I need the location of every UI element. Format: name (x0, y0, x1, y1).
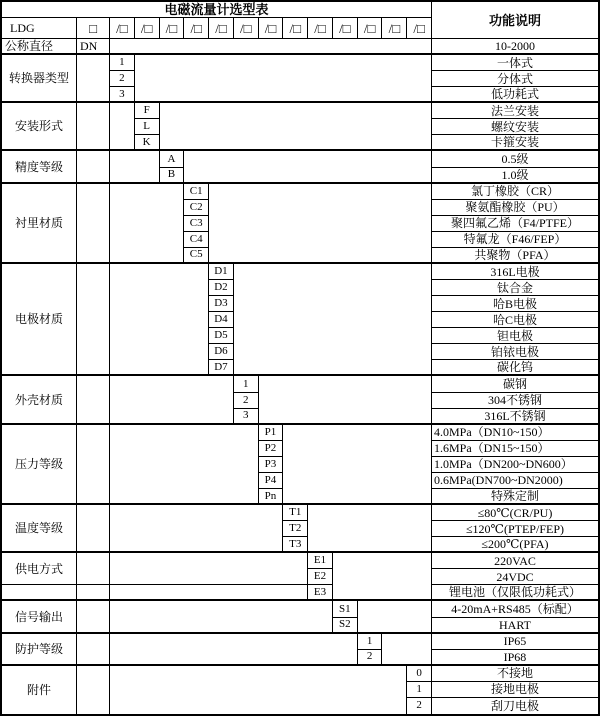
desc-cell: 哈C电极 (432, 312, 598, 328)
desc-cell: 24VDC (432, 569, 598, 585)
desc-cell: 特氟龙（F46/FEP） (432, 232, 598, 248)
desc-cell: 1.0MPa（DN200~DN600） (432, 457, 598, 473)
desc-cell: ≤200℃(PFA) (432, 537, 598, 553)
model-slot-box: /□ (382, 18, 407, 39)
spacer-cell (77, 585, 110, 601)
dn-desc: 10-2000 (432, 39, 598, 55)
code-cell: Pn (259, 489, 284, 505)
desc-cell: 钛合金 (432, 280, 598, 296)
code-cell: B (160, 168, 185, 184)
code-cell: C5 (184, 248, 209, 264)
code-cell: D2 (209, 280, 234, 296)
section-label: 温度等级 (2, 505, 77, 553)
model-slot-box: /□ (358, 18, 383, 39)
spacer-cell (110, 505, 283, 553)
section-label: 压力等级 (2, 425, 77, 505)
code-cell: E2 (308, 569, 333, 585)
model-slot-box: /□ (283, 18, 308, 39)
spacer-cell (259, 376, 432, 424)
spacer-cell (110, 151, 160, 183)
code-cell: 1 (407, 682, 432, 698)
spacer-cell (358, 601, 432, 633)
dn-code: DN (77, 39, 110, 55)
code-cell: A (160, 151, 185, 167)
spacer-cell (77, 553, 110, 585)
code-cell: 1 (110, 55, 135, 71)
code-cell: D1 (209, 264, 234, 280)
desc-cell: 0.6MPa(DN700~DN2000) (432, 473, 598, 489)
code-cell: D7 (209, 360, 234, 376)
desc-cell: 不接地 (432, 666, 598, 682)
spacer-cell (110, 264, 209, 377)
code-cell: D4 (209, 312, 234, 328)
desc-cell: 法兰安装 (432, 103, 598, 119)
spacer-cell (135, 55, 432, 103)
spacer-cell (77, 376, 110, 424)
spacer-cell (110, 585, 308, 601)
desc-cell: 1.0级 (432, 168, 598, 184)
spacer-cell (77, 184, 110, 264)
spacer-cell (184, 151, 432, 183)
desc-cell: 铂铱电极 (432, 344, 598, 360)
code-cell: 2 (234, 393, 259, 409)
desc-cell: 氯丁橡胶（CR） (432, 184, 598, 200)
model-slot-box: /□ (407, 18, 432, 39)
desc-cell: 聚氨酯橡胶（PU） (432, 200, 598, 216)
code-cell: D3 (209, 296, 234, 312)
spacer-cell (77, 601, 110, 633)
desc-cell: 低功耗式 (432, 87, 598, 103)
desc-cell: 钽电极 (432, 328, 598, 344)
section-label: 电极材质 (2, 264, 77, 377)
code-cell: 0 (407, 666, 432, 682)
desc-cell: IP68 (432, 650, 598, 666)
code-cell: C4 (184, 232, 209, 248)
desc-cell: HART (432, 618, 598, 634)
code-cell: E3 (308, 585, 333, 601)
spacer-cell (110, 553, 308, 585)
spacer-cell (333, 553, 432, 601)
code-cell: 1 (234, 376, 259, 392)
desc-cell: 304不锈钢 (432, 393, 598, 409)
section-label-empty (2, 585, 77, 601)
code-cell: P4 (259, 473, 284, 489)
desc-cell: 碳化钨 (432, 360, 598, 376)
section-label: 供电方式 (2, 553, 77, 585)
desc-cell: 一体式 (432, 55, 598, 71)
spacer-cell (77, 425, 110, 505)
section-label: 附件 (2, 666, 77, 714)
spacer-cell (77, 103, 110, 151)
desc-cell: 4.0MPa（DN10~150） (432, 425, 598, 441)
spacer-cell (77, 151, 110, 183)
desc-cell: IP65 (432, 634, 598, 650)
spacer-cell (209, 184, 432, 264)
desc-cell: 接地电极 (432, 682, 598, 698)
spacer-cell (110, 425, 259, 505)
desc-cell: 特殊定制 (432, 489, 598, 505)
code-cell: E1 (308, 553, 333, 569)
desc-cell: 316L不锈钢 (432, 409, 598, 425)
code-cell: C3 (184, 216, 209, 232)
desc-cell: 锂电池（仅限低功耗式） (432, 585, 598, 601)
section-label: 外壳材质 (2, 376, 77, 424)
section-label: 转换器类型 (2, 55, 77, 103)
code-cell: C2 (184, 200, 209, 216)
code-cell: S2 (333, 618, 358, 634)
model-slot-box: /□ (110, 18, 135, 39)
section-label: 衬里材质 (2, 184, 77, 264)
spacer-cell (308, 505, 432, 553)
code-cell: 1 (358, 634, 383, 650)
model-slot-box: /□ (160, 18, 185, 39)
spacer-cell (110, 666, 407, 714)
spacer-cell (77, 634, 110, 666)
spacer-cell (77, 666, 110, 714)
model-slot-box: /□ (308, 18, 333, 39)
code-cell: 3 (110, 87, 135, 103)
desc-cell: 316L电极 (432, 264, 598, 280)
code-cell: L (135, 119, 160, 135)
desc-cell: 刮刀电极 (490, 698, 539, 713)
desc-cell: 卡箍安装 (432, 135, 598, 151)
code-cell: P1 (259, 425, 284, 441)
section-label: 防护等级 (2, 634, 77, 666)
spacer-cell (160, 103, 432, 151)
code-cell: T2 (283, 521, 308, 537)
code-cell: S1 (333, 601, 358, 617)
model-slot-box: /□ (333, 18, 358, 39)
code-cell: 2 (407, 698, 432, 714)
code-cell: P3 (259, 457, 284, 473)
spacer-cell (110, 103, 135, 151)
spacer-cell (234, 264, 432, 377)
desc-cell: 1.6MPa（DN15~150） (432, 441, 598, 457)
code-cell: 2 (358, 650, 383, 666)
model-code-box: □ (77, 18, 110, 39)
spacer-cell (110, 184, 184, 264)
model-prefix: LDG (2, 18, 77, 39)
desc-cell: 220VAC (432, 553, 598, 569)
code-cell: K (135, 135, 160, 151)
spacer-cell (77, 55, 110, 103)
section-label: 精度等级 (2, 151, 77, 183)
desc-cell: 碳钢 (432, 376, 598, 392)
desc-cell: 0.5级 (432, 151, 598, 167)
code-cell: T1 (283, 505, 308, 521)
model-slot-box: /□ (209, 18, 234, 39)
desc-cell: ≤80℃(CR/PU) (432, 505, 598, 521)
desc-cell: 分体式 (432, 71, 598, 87)
model-slot-box: /□ (259, 18, 284, 39)
code-cell: C1 (184, 184, 209, 200)
spacer-cell (77, 505, 110, 553)
desc-cell: 聚四氟乙烯（F4/PTFE） (432, 216, 598, 232)
code-cell: D6 (209, 344, 234, 360)
spacer-cell (110, 601, 333, 633)
desc-cell: 4-20mA+RS485（标配） (432, 601, 598, 617)
code-cell: F (135, 103, 160, 119)
spacer-cell (382, 634, 432, 666)
desc-cell: 螺纹安装 (432, 119, 598, 135)
section-label: 信号输出 (2, 601, 77, 633)
code-cell: T3 (283, 537, 308, 553)
function-desc-header: 功能说明 (432, 2, 598, 39)
desc-cell: 共聚物（PFA） (432, 248, 598, 264)
spacer-cell (77, 264, 110, 377)
code-cell: D5 (209, 328, 234, 344)
model-slot-box: /□ (234, 18, 259, 39)
spacer-cell (110, 39, 432, 55)
dn-label: 公称直径 (2, 39, 77, 55)
code-cell: 3 (234, 409, 259, 425)
model-slot-box: /□ (135, 18, 160, 39)
spacer-cell (110, 634, 358, 666)
table-title: 电磁流量计选型表 (2, 2, 432, 18)
spacer-cell (110, 376, 234, 424)
code-cell: 2 (110, 71, 135, 87)
model-slot-box: /□ (184, 18, 209, 39)
desc-cell: 哈B电极 (432, 296, 598, 312)
spacer-cell (283, 425, 432, 505)
desc-cell: ≤120℃(PTEP/FEP) (432, 521, 598, 537)
section-label: 安装形式 (2, 103, 77, 151)
code-cell: P2 (259, 441, 284, 457)
